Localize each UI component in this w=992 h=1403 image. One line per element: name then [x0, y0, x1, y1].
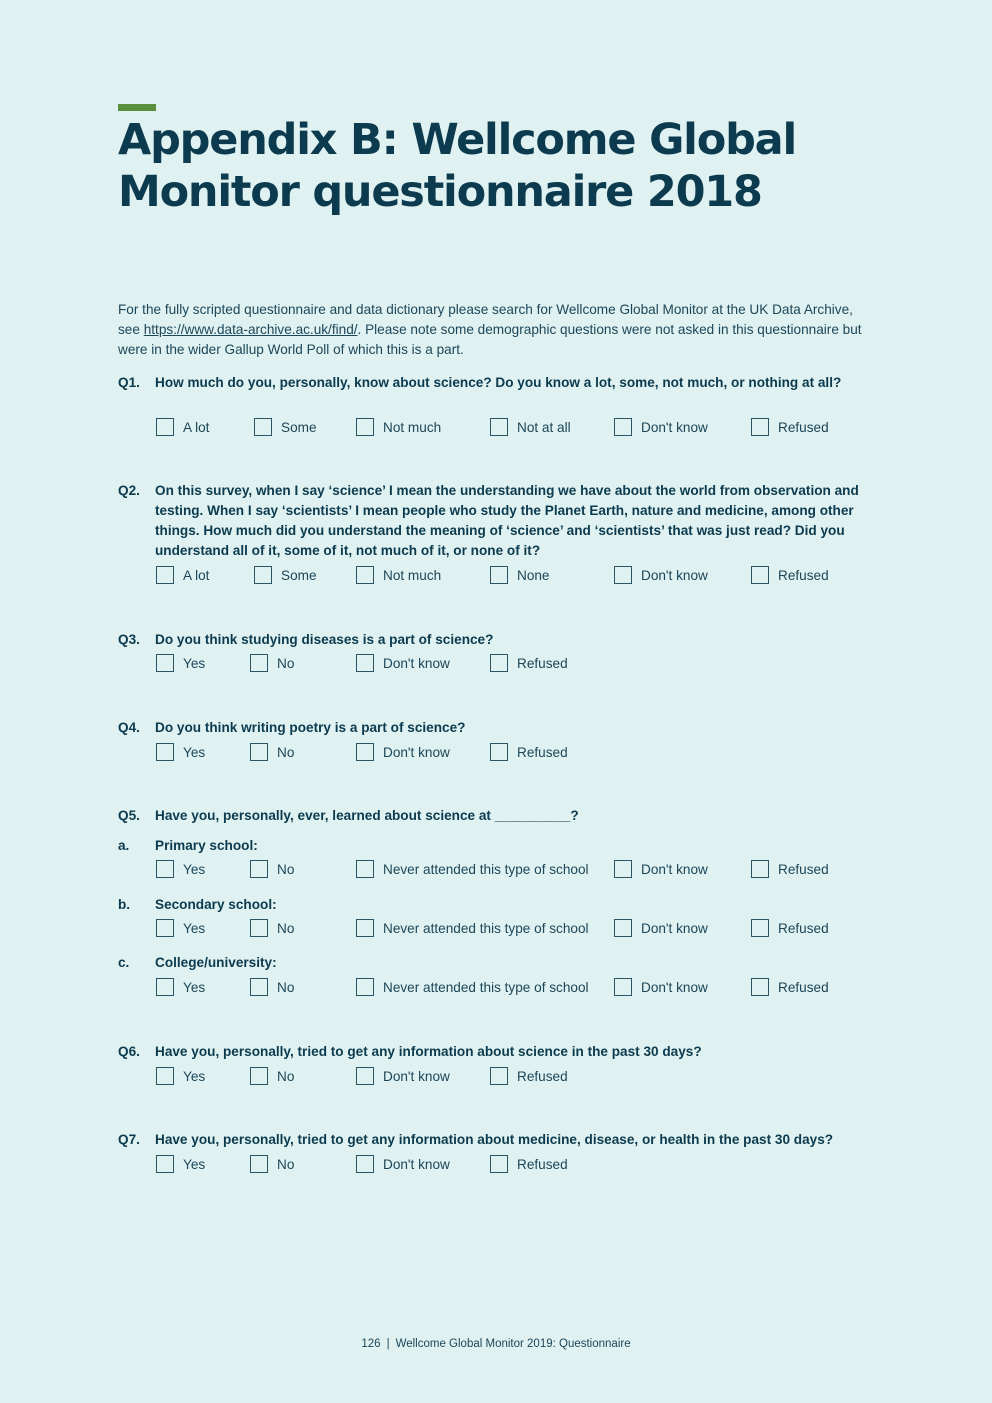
intro-text-2: . Please note some demographic questions were not asked in this questionnaire but were in the wider Gallup World Poll of which this is a part. — [118, 322, 862, 357]
checkbox[interactable] — [490, 654, 508, 672]
title-accent-bar — [118, 104, 156, 111]
checkbox[interactable] — [156, 1067, 174, 1085]
checkbox[interactable] — [356, 743, 374, 761]
checkbox[interactable] — [490, 1067, 508, 1085]
checkbox[interactable] — [614, 418, 632, 436]
page-title — [118, 114, 878, 218]
q3-text: Do you think studying diseases is a part of science? — [155, 632, 494, 647]
q7-number: Q7. — [118, 1132, 140, 1147]
q5-text: Have you, personally, ever, learned about science at __________? — [155, 808, 579, 823]
q7-text: Have you, personally, tried to get any information about medicine, disease, or health in the past 30 days? — [155, 1132, 834, 1147]
checkbox[interactable] — [156, 654, 174, 672]
checkbox[interactable] — [614, 919, 632, 937]
q5-number: Q5. — [118, 808, 140, 823]
q5b-text: Secondary school: — [155, 897, 277, 912]
checkbox[interactable] — [250, 1067, 268, 1085]
title-line-2: Monitor questionnaire 2018 — [118, 167, 762, 217]
checkbox[interactable] — [250, 978, 268, 996]
q2-text: On this survey, when I say ‘science’ I mean the understanding we have about the world from observation and testing. When I say ‘scientists’ I mean people who study the Planet Earth, nature and medicine, among other things. How much did you understand the meaning of ‘science’ and ‘scientists’ that was just read? Did you understand all of it, some of it, not much of it, or none of it? — [155, 483, 859, 558]
checkbox[interactable] — [250, 860, 268, 878]
checkbox[interactable] — [250, 743, 268, 761]
q1-number: Q1. — [118, 375, 140, 390]
checkbox[interactable] — [751, 919, 769, 937]
q2-number: Q2. — [118, 483, 140, 498]
checkbox[interactable] — [356, 860, 374, 878]
checkbox[interactable] — [156, 418, 174, 436]
checkbox[interactable] — [254, 418, 272, 436]
checkbox[interactable] — [490, 743, 508, 761]
checkbox[interactable] — [751, 978, 769, 996]
q4-text: Do you think writing poetry is a part of science? — [155, 720, 466, 735]
page-footer — [0, 1338, 992, 1350]
title-line-1: Appendix B: Wellcome Global — [118, 115, 797, 165]
checkbox[interactable] — [751, 860, 769, 878]
q5c-text: College/university: — [155, 955, 277, 970]
checkbox[interactable] — [751, 566, 769, 584]
checkbox[interactable] — [356, 418, 374, 436]
checkbox[interactable] — [156, 566, 174, 584]
checkbox[interactable] — [356, 566, 374, 584]
q4-number: Q4. — [118, 720, 140, 735]
checkbox[interactable] — [356, 1155, 374, 1173]
checkbox[interactable] — [254, 566, 272, 584]
q6-text: Have you, personally, tried to get any information about science in the past 30 days? — [155, 1044, 702, 1059]
footer-separator: | — [386, 1338, 390, 1350]
checkbox[interactable] — [156, 860, 174, 878]
checkbox[interactable] — [614, 566, 632, 584]
q3-number: Q3. — [118, 632, 140, 647]
q5b-letter: b. — [118, 897, 131, 912]
checkbox[interactable] — [250, 919, 268, 937]
q5c-letter: c. — [118, 955, 130, 970]
checkbox[interactable] — [356, 1067, 374, 1085]
checkbox[interactable] — [490, 566, 508, 584]
checkbox[interactable] — [751, 418, 769, 436]
checkbox[interactable] — [490, 418, 508, 436]
checkbox[interactable] — [614, 860, 632, 878]
checkbox[interactable] — [356, 919, 374, 937]
checkbox[interactable] — [614, 978, 632, 996]
checkbox[interactable] — [490, 1155, 508, 1173]
page-number: 126 — [361, 1338, 381, 1350]
q5a-letter: a. — [118, 838, 130, 853]
intro-text-1: For the fully scripted questionnaire and data dictionary please search for Wellcome Global Monitor at the UK Data Archive, see — [118, 302, 853, 337]
q6-number: Q6. — [118, 1044, 140, 1059]
checkbox[interactable] — [250, 654, 268, 672]
data-archive-link[interactable]: https://www.data-archive.ac.uk/find/ — [143, 322, 358, 337]
q1-text: How much do you, personally, know about science? Do you know a lot, some, not much, or nothing at all? — [155, 375, 842, 390]
q5a-text: Primary school: — [155, 838, 258, 853]
checkbox[interactable] — [156, 978, 174, 996]
footer-title: Wellcome Global Monitor 2019: Questionnaire — [395, 1338, 631, 1350]
checkbox[interactable] — [250, 1155, 268, 1173]
checkbox[interactable] — [156, 743, 174, 761]
checkbox[interactable] — [156, 919, 174, 937]
checkbox[interactable] — [356, 654, 374, 672]
intro-paragraph — [118, 300, 874, 360]
checkbox[interactable] — [156, 1155, 174, 1173]
checkbox[interactable] — [356, 978, 374, 996]
